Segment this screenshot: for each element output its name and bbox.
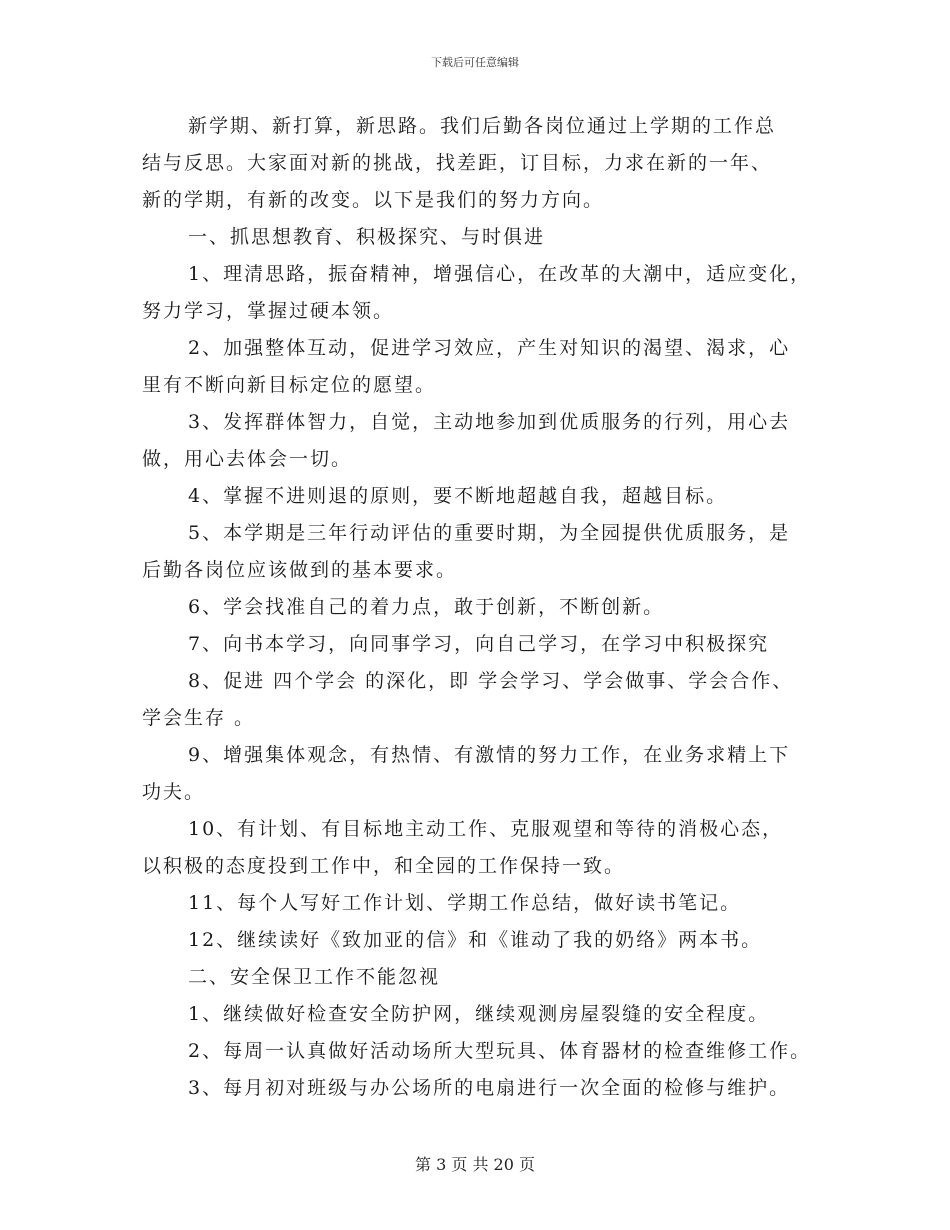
text-line: 1、理清思路，振奋精神，增强信心，在改革的大潮中，适应变化， bbox=[188, 263, 812, 285]
text-line: 3、发挥群体智力，自觉，主动地参加到优质服务的行列，用心去 bbox=[188, 411, 791, 433]
text-line: 11、每个人写好工作计划、学期工作总结，做好读书笔记。 bbox=[188, 892, 742, 914]
text-line: 2、每周一认真做好活动场所大型玩具、体育器材的检查维修工作。 bbox=[188, 1040, 812, 1062]
text-line: 以积极的态度投到工作中，和全园的工作保持一致。 bbox=[142, 855, 626, 877]
text-line: 1、继续做好检查安全防护网，继续观测房屋裂缝的安全程度。 bbox=[188, 1003, 770, 1025]
text-line: 后勤各岗位应该做到的基本要求。 bbox=[142, 559, 458, 581]
text-line: 9、增强集体观念，有热情、有激情的努力工作，在业务求精上下 bbox=[188, 744, 791, 766]
text-line: 4、掌握不进则退的原则，要不断地超越自我，超越目标。 bbox=[188, 485, 728, 507]
page-number: 第 3 页 共 20 页 bbox=[415, 1155, 535, 1174]
text-line: 二、安全保卫工作不能忽视 bbox=[188, 966, 441, 988]
text-line: 5、本学期是三年行动评估的重要时期，为全园提供优质服务，是 bbox=[188, 522, 791, 544]
text-line: 12、继续读好《致加亚的信》和《谁动了我的奶络》两本书。 bbox=[188, 929, 763, 951]
download-note: 下载后可任意编辑 bbox=[431, 56, 519, 69]
text-line: 7、向书本学习，向同事学习，向自己学习，在学习中积极探究 bbox=[188, 633, 770, 655]
text-line: 10、有计划、有目标地主动工作、克服观望和等待的消极心态， bbox=[188, 818, 784, 840]
text-line: 努力学习，掌握过硬本领。 bbox=[142, 300, 395, 322]
document-body bbox=[142, 108, 812, 1107]
text-line: 学会生存 。 bbox=[142, 707, 256, 729]
text-line: 8、促进 四个学会 的深化，即 学会学习、学会做事、学会合作、 bbox=[188, 670, 794, 692]
text-line: 一、抓思想教育、积极探究、与时俱进 bbox=[188, 226, 546, 248]
text-line: 2、加强整体互动，促进学习效应，产生对知识的渴望、渴求，心 bbox=[188, 337, 791, 359]
text-line: 新学期、新打算，新思路。我们后勤各岗位通过上学期的工作总 bbox=[188, 115, 777, 137]
text-line: 做，用心去体会一切。 bbox=[142, 448, 353, 470]
text-line: 结与反思。大家面对新的挑战，找差距，订目标，力求在新的一年、 bbox=[142, 152, 773, 174]
text-line: 新的学期，有新的改变。以下是我们的努力方向。 bbox=[142, 189, 605, 211]
text-line: 里有不断向新目标定位的愿望。 bbox=[142, 374, 437, 396]
text-line: 6、学会找准自己的着力点，敢于创新，不断创新。 bbox=[188, 596, 665, 618]
text-line: 功夫。 bbox=[142, 781, 206, 803]
text-line: 3、每月初对班级与办公场所的电扇进行一次全面的检修与维护。 bbox=[188, 1077, 791, 1099]
